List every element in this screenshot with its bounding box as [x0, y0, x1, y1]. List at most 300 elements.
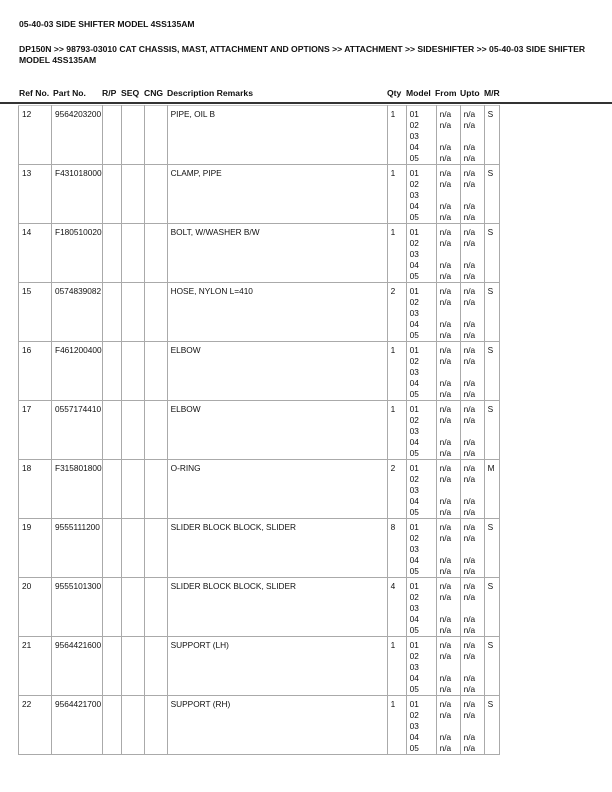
cng-cell [144, 519, 167, 578]
upto [460, 696, 484, 755]
model [406, 460, 436, 519]
model-line: 05 [409, 566, 419, 576]
ref-no: 22 [19, 696, 52, 755]
description: SUPPORT (RH) [167, 696, 387, 755]
header-upto: Upto [460, 88, 480, 98]
upto-line: n/a [463, 640, 476, 650]
upto [460, 578, 484, 637]
model-line: 03 [409, 308, 419, 318]
from [436, 106, 460, 165]
upto-line [464, 426, 484, 437]
upto-line: n/a [463, 389, 476, 399]
parts-table [18, 105, 500, 755]
upto-line: n/a [463, 153, 476, 163]
from-line: n/a [439, 109, 452, 119]
model-line: 01 [409, 699, 419, 709]
model-line: 05 [409, 625, 419, 635]
table-row [19, 696, 500, 755]
from [436, 283, 460, 342]
model-line: 04 [409, 437, 419, 447]
upto-line: n/a [463, 684, 476, 694]
model-line: 02 [409, 592, 419, 602]
from-line: n/a [439, 732, 452, 742]
from-line [440, 485, 460, 496]
from-line: n/a [439, 710, 452, 720]
from-line: n/a [439, 614, 452, 624]
part-no: F431018000 [52, 165, 103, 224]
part-no: 9555111200 [52, 519, 103, 578]
cng-cell [144, 460, 167, 519]
model-line: 03 [409, 131, 419, 141]
model [406, 696, 436, 755]
mr: S [484, 224, 499, 283]
mr: S [484, 578, 499, 637]
upto [460, 283, 484, 342]
upto-line [464, 485, 484, 496]
cng-cell [144, 637, 167, 696]
header-divider [0, 102, 612, 104]
table-row [19, 460, 500, 519]
seq-cell [121, 519, 144, 578]
part-no: F461200400 [52, 342, 103, 401]
rp-cell [102, 460, 121, 519]
model-line: 01 [409, 463, 419, 473]
from-line: n/a [439, 496, 452, 506]
table-row [19, 578, 500, 637]
upto-line: n/a [463, 673, 476, 683]
model-line: 02 [409, 238, 419, 248]
page-title: 05-40-03 SIDE SHIFTER MODEL 4SS135AM [19, 19, 195, 29]
model-line: 04 [409, 142, 419, 152]
from [436, 696, 460, 755]
cng-cell [144, 342, 167, 401]
from-line: n/a [439, 651, 452, 661]
upto-line: n/a [463, 212, 476, 222]
from-line: n/a [439, 566, 452, 576]
model [406, 106, 436, 165]
model-line: 02 [409, 415, 419, 425]
from [436, 342, 460, 401]
from [436, 165, 460, 224]
header-desc: Description Remarks [167, 88, 253, 98]
from-line: n/a [439, 153, 452, 163]
seq-cell [121, 165, 144, 224]
description: O-RING [167, 460, 387, 519]
description: HOSE, NYLON L=410 [167, 283, 387, 342]
qty: 4 [387, 578, 406, 637]
model-line: 05 [409, 389, 419, 399]
upto [460, 342, 484, 401]
upto-line: n/a [463, 710, 476, 720]
from-line: n/a [439, 356, 452, 366]
part-no: 0557174410 [52, 401, 103, 460]
model-line: 02 [409, 120, 419, 130]
table-row [19, 224, 500, 283]
from-line: n/a [439, 389, 452, 399]
from-line: n/a [439, 533, 452, 543]
from-line: n/a [439, 319, 452, 329]
upto [460, 224, 484, 283]
upto-line: n/a [463, 378, 476, 388]
upto-line: n/a [463, 555, 476, 565]
table-row [19, 342, 500, 401]
upto-line [464, 544, 484, 555]
from-line: n/a [439, 415, 452, 425]
mr: S [484, 637, 499, 696]
upto [460, 165, 484, 224]
cng-cell [144, 106, 167, 165]
model [406, 578, 436, 637]
from-line: n/a [439, 345, 452, 355]
qty: 1 [387, 342, 406, 401]
model-line: 01 [409, 168, 419, 178]
from-line [440, 308, 460, 319]
part-no: 9564421700 [52, 696, 103, 755]
upto-line [464, 131, 484, 142]
description: ELBOW [167, 342, 387, 401]
ref-no: 21 [19, 637, 52, 696]
model-line: 03 [409, 367, 419, 377]
from-line: n/a [439, 625, 452, 635]
model-line: 04 [409, 201, 419, 211]
from-line: n/a [439, 227, 452, 237]
from-line: n/a [439, 271, 452, 281]
model-line: 01 [409, 640, 419, 650]
upto-line [464, 721, 484, 732]
description: SUPPORT (LH) [167, 637, 387, 696]
upto-line: n/a [463, 474, 476, 484]
header-cng: CNG [144, 88, 164, 98]
ref-no: 18 [19, 460, 52, 519]
ref-no: 19 [19, 519, 52, 578]
from-line [440, 721, 460, 732]
cng-cell [144, 165, 167, 224]
model-line: 05 [409, 507, 419, 517]
header-mr: M/R [484, 88, 500, 98]
from-line [440, 190, 460, 201]
upto-line: n/a [463, 415, 476, 425]
description: SLIDER BLOCK BLOCK, SLIDER [167, 578, 387, 637]
rp-cell [102, 165, 121, 224]
from [436, 224, 460, 283]
qty: 8 [387, 519, 406, 578]
upto-line: n/a [463, 522, 476, 532]
upto-line: n/a [463, 286, 476, 296]
mr: S [484, 342, 499, 401]
rp-cell [102, 637, 121, 696]
model-line: 04 [409, 378, 419, 388]
from-line: n/a [439, 743, 452, 753]
ref-no: 13 [19, 165, 52, 224]
model-line: 05 [409, 212, 419, 222]
description: PIPE, OIL B [167, 106, 387, 165]
seq-cell [121, 283, 144, 342]
upto-line: n/a [463, 463, 476, 473]
model-line: 03 [409, 544, 419, 554]
table-row [19, 165, 500, 224]
model [406, 401, 436, 460]
model-line: 01 [409, 581, 419, 591]
upto-line: n/a [463, 109, 476, 119]
upto-line: n/a [463, 179, 476, 189]
table-row [19, 106, 500, 165]
header-rp: R/P [102, 88, 117, 98]
from-line: n/a [439, 463, 452, 473]
model [406, 519, 436, 578]
from [436, 578, 460, 637]
upto-line: n/a [463, 566, 476, 576]
model-line: 01 [409, 345, 419, 355]
from-line: n/a [439, 437, 452, 447]
description: SLIDER BLOCK BLOCK, SLIDER [167, 519, 387, 578]
model [406, 165, 436, 224]
model-line: 04 [409, 496, 419, 506]
upto-line: n/a [463, 345, 476, 355]
from-line: n/a [439, 404, 452, 414]
upto-line: n/a [463, 732, 476, 742]
model-line: 03 [409, 485, 419, 495]
cng-cell [144, 696, 167, 755]
ref-no: 20 [19, 578, 52, 637]
upto-line: n/a [463, 142, 476, 152]
model [406, 637, 436, 696]
upto [460, 519, 484, 578]
from-line: n/a [439, 260, 452, 270]
upto-line: n/a [463, 507, 476, 517]
from-line: n/a [439, 448, 452, 458]
upto-line [464, 308, 484, 319]
qty: 1 [387, 165, 406, 224]
from-line: n/a [439, 168, 452, 178]
from-line: n/a [439, 581, 452, 591]
from-line: n/a [439, 592, 452, 602]
from [436, 460, 460, 519]
upto-line: n/a [463, 592, 476, 602]
upto-line: n/a [463, 260, 476, 270]
from-line: n/a [439, 238, 452, 248]
upto-line: n/a [463, 404, 476, 414]
qty: 1 [387, 696, 406, 755]
header-from: From [435, 88, 457, 98]
from-line: n/a [439, 507, 452, 517]
model-line: 02 [409, 474, 419, 484]
description: BOLT, W/WASHER B/W [167, 224, 387, 283]
model-line: 05 [409, 330, 419, 340]
rp-cell [102, 283, 121, 342]
header-seq: SEQ [121, 88, 140, 98]
model-line: 02 [409, 533, 419, 543]
upto-line: n/a [463, 238, 476, 248]
upto-line: n/a [463, 168, 476, 178]
from [436, 519, 460, 578]
from-line: n/a [439, 201, 452, 211]
seq-cell [121, 106, 144, 165]
upto-line: n/a [463, 227, 476, 237]
model-line: 05 [409, 271, 419, 281]
ref-no: 17 [19, 401, 52, 460]
table-row [19, 519, 500, 578]
from-line [440, 603, 460, 614]
model-line: 05 [409, 743, 419, 753]
model-line: 03 [409, 721, 419, 731]
cng-cell [144, 224, 167, 283]
model-line: 04 [409, 555, 419, 565]
model-line: 05 [409, 448, 419, 458]
qty: 1 [387, 224, 406, 283]
table-row [19, 637, 500, 696]
model-line: 01 [409, 227, 419, 237]
mr: M [484, 460, 499, 519]
from-line: n/a [439, 330, 452, 340]
from-line: n/a [439, 378, 452, 388]
model-line: 05 [409, 684, 419, 694]
model-line: 03 [409, 426, 419, 436]
header-model: Model [406, 88, 431, 98]
upto-line [464, 603, 484, 614]
table-row [19, 283, 500, 342]
rp-cell [102, 696, 121, 755]
model-line: 03 [409, 249, 419, 259]
seq-cell [121, 401, 144, 460]
seq-cell [121, 578, 144, 637]
qty: 2 [387, 283, 406, 342]
upto-line: n/a [463, 533, 476, 543]
mr: S [484, 519, 499, 578]
model-line: 01 [409, 109, 419, 119]
rp-cell [102, 519, 121, 578]
mr: S [484, 401, 499, 460]
upto [460, 401, 484, 460]
from-line: n/a [439, 555, 452, 565]
from-line: n/a [439, 142, 452, 152]
breadcrumb: DP150N >> 98793-03010 CAT CHASSIS, MAST, ATTACHMENT AND OPTIONS >> ATTACHMENT >> SIDESHIFTER >> 05-40-03 SIDE SHIFTER MODEL 4SS135AM [19, 44, 586, 65]
from-line: n/a [439, 179, 452, 189]
model-line: 05 [409, 153, 419, 163]
model-line: 01 [409, 522, 419, 532]
upto-line: n/a [463, 448, 476, 458]
model-line: 02 [409, 710, 419, 720]
model-line: 02 [409, 179, 419, 189]
seq-cell [121, 224, 144, 283]
rp-cell [102, 401, 121, 460]
from-line: n/a [439, 474, 452, 484]
upto-line: n/a [463, 271, 476, 281]
mr: S [484, 696, 499, 755]
rp-cell [102, 578, 121, 637]
rp-cell [102, 342, 121, 401]
model-line: 01 [409, 286, 419, 296]
from-line: n/a [439, 286, 452, 296]
seq-cell [121, 460, 144, 519]
model-line: 01 [409, 404, 419, 414]
model [406, 342, 436, 401]
cng-cell [144, 578, 167, 637]
upto-line [464, 190, 484, 201]
upto [460, 460, 484, 519]
qty: 1 [387, 401, 406, 460]
qty: 1 [387, 106, 406, 165]
part-no: 9555101300 [52, 578, 103, 637]
upto-line: n/a [463, 201, 476, 211]
from-line: n/a [439, 297, 452, 307]
upto-line: n/a [463, 319, 476, 329]
upto-line: n/a [463, 330, 476, 340]
part-no: 0574839082 [52, 283, 103, 342]
model-line: 02 [409, 651, 419, 661]
upto-line: n/a [463, 651, 476, 661]
from-line: n/a [439, 673, 452, 683]
model-line: 04 [409, 260, 419, 270]
from-line [440, 544, 460, 555]
from-line: n/a [439, 640, 452, 650]
from-line [440, 367, 460, 378]
header-qty: Qty [387, 88, 402, 98]
cng-cell [144, 283, 167, 342]
mr: S [484, 283, 499, 342]
ref-no: 15 [19, 283, 52, 342]
model-line: 03 [409, 190, 419, 200]
from-line [440, 426, 460, 437]
upto-line [464, 662, 484, 673]
ref-no: 16 [19, 342, 52, 401]
upto-line: n/a [463, 437, 476, 447]
from-line [440, 131, 460, 142]
upto-line: n/a [463, 356, 476, 366]
from [436, 637, 460, 696]
description: ELBOW [167, 401, 387, 460]
upto-line: n/a [463, 625, 476, 635]
part-no: 9564203200 [52, 106, 103, 165]
upto-line: n/a [463, 614, 476, 624]
model-line: 04 [409, 732, 419, 742]
from [436, 401, 460, 460]
upto [460, 637, 484, 696]
from-line [440, 249, 460, 260]
seq-cell [121, 696, 144, 755]
model-line: 04 [409, 673, 419, 683]
rp-cell [102, 106, 121, 165]
model-line: 02 [409, 297, 419, 307]
model [406, 224, 436, 283]
header-ref: Ref No. [19, 88, 50, 98]
part-no: F180510020 [52, 224, 103, 283]
model-line: 04 [409, 319, 419, 329]
upto-line: n/a [463, 297, 476, 307]
model [406, 283, 436, 342]
from-line: n/a [439, 212, 452, 222]
model-line: 03 [409, 662, 419, 672]
table-row [19, 401, 500, 460]
model-line: 02 [409, 356, 419, 366]
upto-line [464, 249, 484, 260]
rp-cell [102, 224, 121, 283]
part-no: 9564421600 [52, 637, 103, 696]
from-line: n/a [439, 522, 452, 532]
cng-cell [144, 401, 167, 460]
upto-line [464, 367, 484, 378]
seq-cell [121, 637, 144, 696]
model-line: 04 [409, 614, 419, 624]
mr: S [484, 165, 499, 224]
ref-no: 14 [19, 224, 52, 283]
upto [460, 106, 484, 165]
model-line: 03 [409, 603, 419, 613]
part-no: F315801800 [52, 460, 103, 519]
upto-line: n/a [463, 120, 476, 130]
seq-cell [121, 342, 144, 401]
from-line [440, 662, 460, 673]
upto-line: n/a [463, 699, 476, 709]
